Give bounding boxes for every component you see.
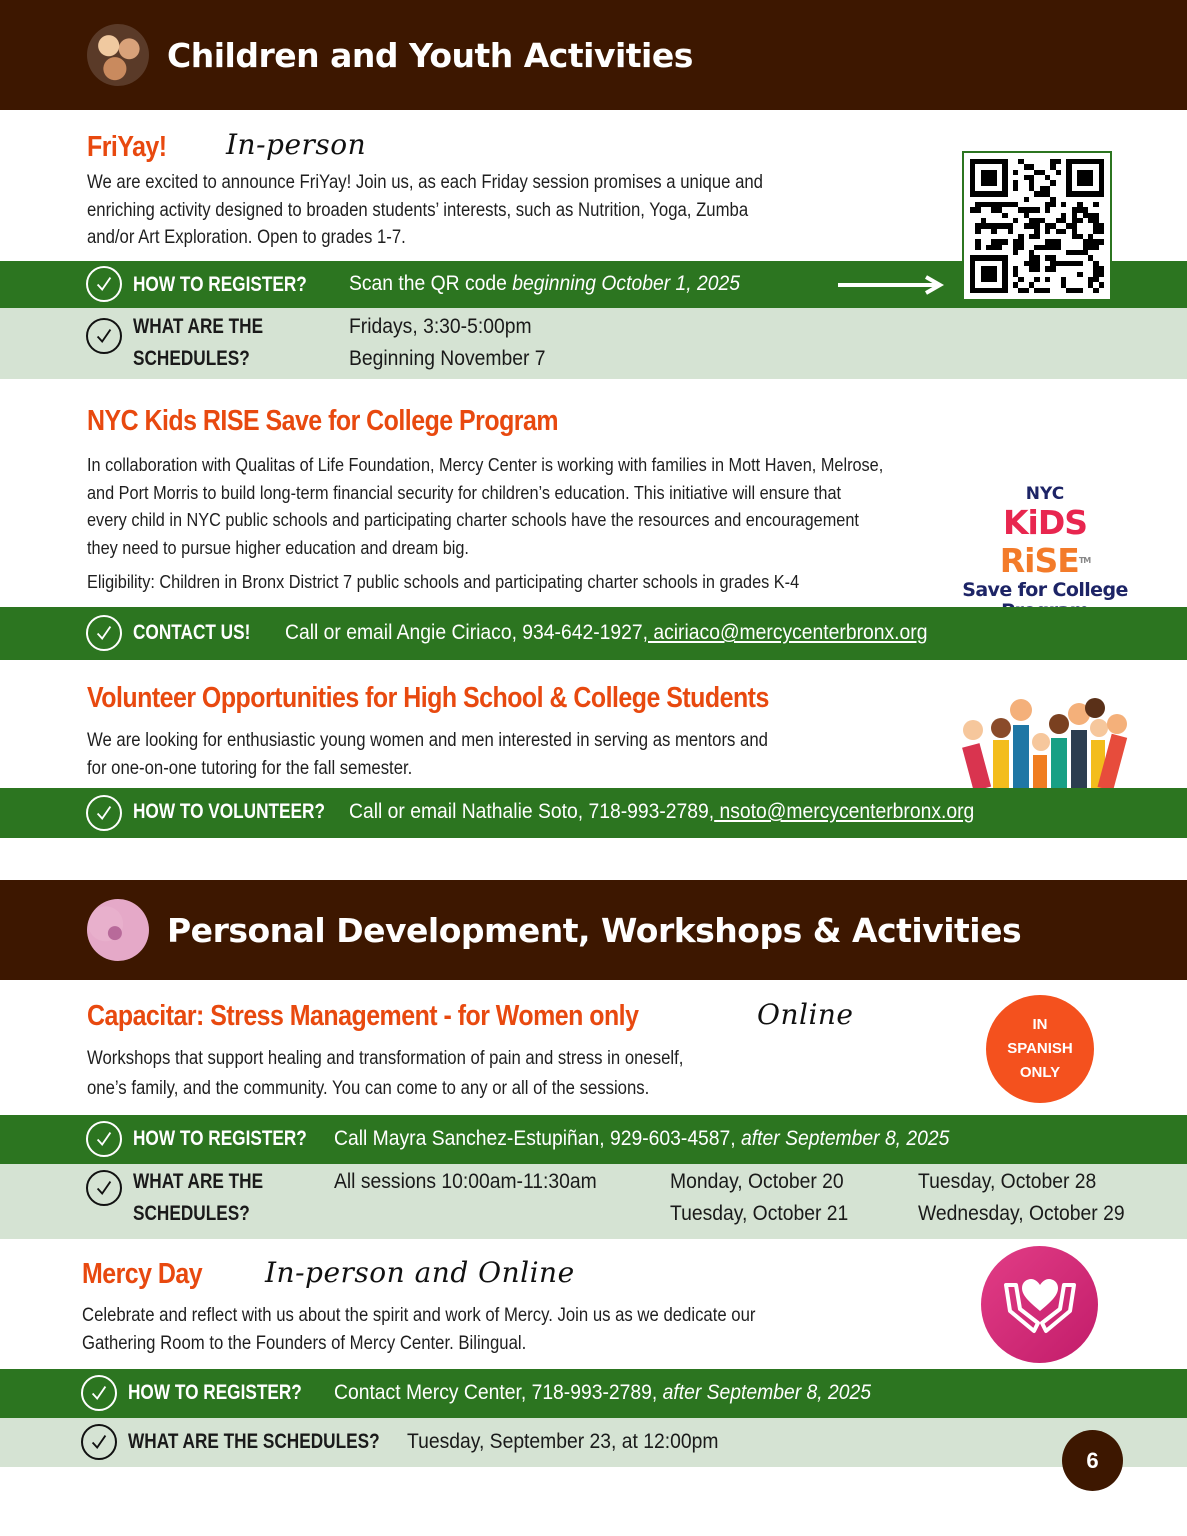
schedule-value: Fridays, 3:30-5:00pm Beginning November 7 — [349, 315, 546, 370]
raised-hands-icon — [955, 690, 1135, 790]
volunteer-label: HOW TO VOLUNTEER? — [133, 800, 325, 823]
check-circle-icon — [86, 318, 122, 354]
volunteer-title: Volunteer Opportunities for High School & College Students — [87, 682, 769, 714]
capacitar-register-band — [0, 1115, 1187, 1164]
qr-code-pattern — [970, 159, 1104, 293]
volunteer-description — [87, 727, 768, 782]
friyay-mode: In-person — [226, 128, 367, 161]
page-number: 6 — [1062, 1430, 1123, 1491]
logo-kids-rise: KiDS RiSE™ — [999, 503, 1091, 580]
schedule-label: WHAT ARE THE SCHEDULES? — [128, 1430, 380, 1453]
section-title: Personal Development, Workshops & Activities — [167, 910, 1022, 950]
capacitar-description — [87, 1044, 683, 1104]
description-line: We are looking for enthusiastic young women and men interested in serving as mentors and — [87, 730, 768, 751]
session-dates-col1: Monday, October 20 Tuesday, October 21 — [670, 1170, 849, 1225]
check-circle-icon — [86, 795, 122, 831]
check-circle-icon — [81, 1424, 117, 1460]
capacitar-title: Capacitar: Stress Management - for Women only — [87, 1000, 639, 1032]
register-label: HOW TO REGISTER? — [133, 273, 307, 296]
logo-line1: Save for College — [962, 579, 1128, 601]
description-line: Workshops that support healing and transformation of pain and stress in oneself, — [87, 1048, 684, 1069]
volunteer-value: Call or email Nathalie Soto, 718-993-2789, nsoto@mercycenterbronx.org — [349, 800, 975, 823]
register-value: Scan the QR code beginning October 1, 2025 — [349, 272, 740, 295]
mercy-day-schedule-band — [0, 1418, 1187, 1467]
friyay-schedule-band — [0, 308, 1187, 379]
register-value: Call Mayra Sanchez-Estupiñan, 929-603-4587, after September 8, 2025 — [334, 1127, 950, 1150]
description-line: In collaboration with Qualitas of Life Foundation, Mercy Center is working with families in Mott Haven, Melrose, — [87, 454, 884, 475]
qr-code-icon[interactable] — [962, 151, 1112, 301]
check-circle-icon — [81, 1375, 117, 1411]
volunteer-band — [0, 788, 1187, 838]
description-line: and/or Art Exploration. Open to grades 1-7. — [87, 227, 406, 248]
kids-rise-description — [87, 451, 883, 561]
description-line: for one-on-one tutoring for the fall semester. — [87, 757, 413, 779]
logo-nyc: NYC — [1025, 484, 1065, 504]
mercy-day-register-band — [0, 1369, 1187, 1418]
section-header-children-youth — [0, 0, 1187, 110]
contact-label: CONTACT US! — [133, 621, 251, 644]
check-circle-icon — [86, 266, 122, 302]
description-line: Celebrate and reflect with us about the spirit and work of Mercy. Join us as we dedicate our — [82, 1305, 756, 1326]
heart-in-hands-icon — [981, 1246, 1098, 1363]
children-photo-icon — [87, 24, 149, 86]
description-line: they need to pursue higher education and dream big. — [87, 536, 469, 558]
email-link[interactable]: nsoto@mercycenterbronx.org — [714, 800, 975, 823]
check-circle-icon — [86, 615, 122, 651]
schedule-label: WHAT ARE THE SCHEDULES? — [133, 315, 264, 370]
schedule-label: WHAT ARE THE SCHEDULES? — [133, 1170, 264, 1225]
description-line: enriching activity designed to broaden students’ interests, such as Nutrition, Yoga, Zumba — [87, 199, 749, 221]
mercy-day-title: Mercy Day — [82, 1258, 203, 1290]
hands-heart-photo-icon — [87, 899, 149, 961]
friyay-description — [87, 169, 763, 252]
description-line: every child in NYC public schools and participating charter schools have the resources and encouragement — [87, 509, 859, 530]
email-link[interactable]: aciriaco@mercycenterbronx.org — [647, 621, 928, 644]
check-circle-icon — [86, 1121, 122, 1157]
schedule-value: Tuesday, September 23, at 12:00pm — [407, 1430, 719, 1453]
register-label: HOW TO REGISTER? — [133, 1127, 307, 1150]
kids-rise-contact-band — [0, 607, 1187, 660]
arrow-right-icon — [836, 275, 944, 295]
contact-value: Call or email Angie Ciriaco, 934-642-1927, aciriaco@mercycenterbronx.org — [285, 621, 928, 644]
kids-rise-title: NYC Kids RISE Save for College Program — [87, 405, 559, 437]
capacitar-schedule-band — [0, 1164, 1187, 1239]
section-title: Children and Youth Activities — [167, 35, 693, 75]
section-header-personal-development — [0, 880, 1187, 980]
nyc-kids-rise-logo — [955, 484, 1135, 622]
register-value: Contact Mercy Center, 718-993-2789, after September 8, 2025 — [334, 1381, 871, 1404]
description-line: We are excited to announce FriYay! Join us, as each Friday session promises a unique and — [87, 172, 763, 193]
friyay-title: FriYay! — [87, 131, 167, 163]
mercy-day-description — [82, 1302, 755, 1357]
session-dates-col2: Tuesday, October 28 Wednesday, October 29 — [918, 1170, 1125, 1225]
description-line: one’s family, and the community. You can come to any or all of the sessions. — [87, 1078, 650, 1099]
description-line: and Port Morris to build long-term financial security for children’s education. This initiative will ensure that — [87, 481, 842, 503]
kids-rise-eligibility: Eligibility: Children in Bronx District 7 public schools and participating charter schools in grades K-4 — [87, 571, 800, 592]
spanish-only-badge: IN SPANISH ONLY — [986, 995, 1094, 1103]
mercy-day-mode: In-person and Online — [265, 1256, 575, 1289]
sessions-time: All sessions 10:00am-11:30am — [334, 1170, 597, 1193]
check-circle-icon — [86, 1170, 122, 1206]
capacitar-mode: Online — [757, 998, 854, 1031]
description-line: Gathering Room to the Founders of Mercy Center. Bilingual. — [82, 1332, 527, 1354]
register-label: HOW TO REGISTER? — [128, 1381, 302, 1404]
